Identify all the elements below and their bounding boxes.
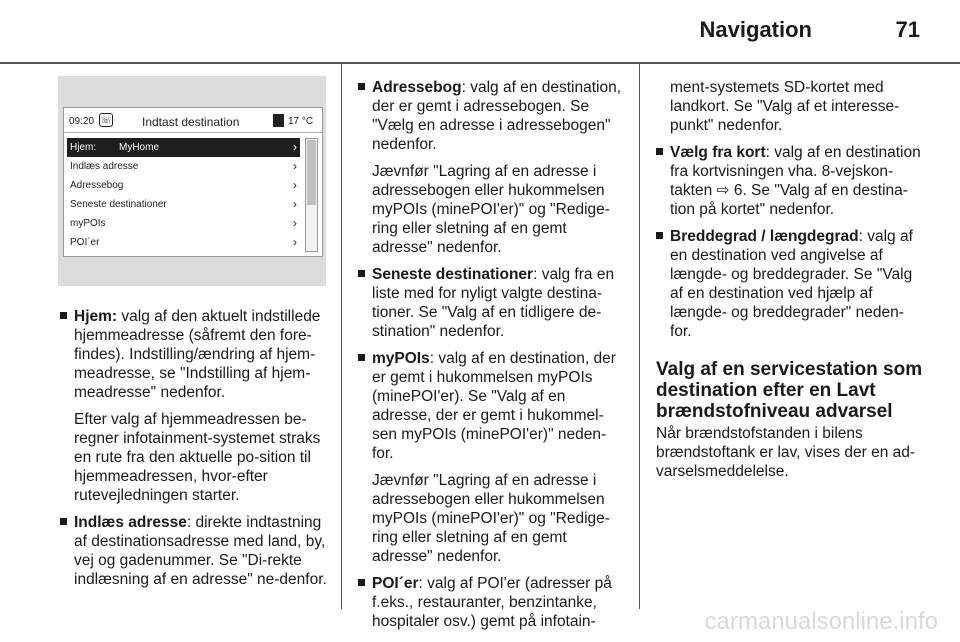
menu-row-address-book: Adressebog ›	[70, 178, 297, 192]
screen-scrollbar	[305, 138, 318, 252]
list-item: Breddegrad / længdegrad: valg af en destination ved angivelse af længde- og breddegrader. Se "Valg af en destination ved hjælp af længde- og breddegrader" neden-for.	[656, 227, 924, 341]
page-number: 71	[895, 17, 920, 42]
bullet-icon	[656, 232, 663, 239]
bullet-icon	[656, 148, 663, 155]
column-divider-1	[341, 64, 342, 609]
chevron-right-icon: ›	[293, 216, 297, 230]
column-divider-2	[639, 64, 640, 609]
menu-row-mypois: myPOIs ›	[70, 216, 297, 230]
menu-row-recent-destinations: Seneste destinationer ›	[70, 197, 297, 211]
chevron-right-icon: ›	[293, 178, 297, 192]
section-heading: Valg af en servicestation som destination efter en Lavt brændstofniveau advarsel	[656, 359, 923, 422]
menu-row-home: Hjem: MyHome ›	[67, 138, 300, 157]
menu-row-enter-address: Indlæs adresse ›	[70, 159, 297, 173]
list-item: Vælg fra kort: valg af en destination fra kortvisningen vha. 8-vejskon-takten ⇨ 6. Se "Valg af en destina-tion på kortet" nedenfor.	[656, 143, 924, 219]
continued-text: ment-systemets SD-kortet med landkort. Se "Valg af et interesse-punkt" nedenfor.	[670, 79, 900, 134]
screen-status-bar	[64, 108, 322, 133]
bullet-icon	[358, 354, 365, 361]
bullet-icon	[358, 270, 365, 277]
column-2	[358, 78, 626, 639]
bullet-icon	[358, 83, 365, 90]
menu-row-pois: POI´er ›	[70, 235, 297, 249]
list-item: myPOIs: valg af en destination, der er gemt i hukommelsen myPOIs (minePOI'er). Se "Valg af en adresse, der er gemt i hukommel-sen myPOIs (minePOI'er)" neden-for. Jævnfør "Lagring af en adresse i adressebogen eller hukommelsen myPOIs (minePOI'er)" og "Redige-ring eller sletning af en gemt adresse" nedenfor.	[358, 349, 626, 566]
bullet-icon	[60, 518, 67, 525]
chevron-right-icon: ›	[293, 197, 297, 211]
screen-title: Indtast destination	[142, 115, 240, 129]
section-paragraph: Når brændstofstanden i bilens brændstoftank er lav, vises der en ad-varselsmeddelelse.	[656, 425, 916, 480]
phone-icon: ☏	[100, 115, 112, 125]
screen-time: 09:20	[69, 116, 95, 127]
chevron-right-icon: ›	[293, 235, 297, 249]
column-1	[60, 307, 328, 597]
screen-temperature: 17 °C	[288, 116, 314, 127]
list-item: Seneste destinationer: valg fra en liste med for nyligt valgte destina-tioner. Se "Valg af en tidligere de-stination" nedenfor.	[358, 265, 626, 341]
scrollbar-thumb	[307, 140, 316, 205]
page-header-title: Navigation	[699, 17, 812, 42]
infotainment-screen	[63, 107, 323, 257]
bullet-icon	[60, 312, 67, 319]
thermometer-icon	[273, 114, 284, 127]
watermark: carmanualsonline.info	[704, 608, 938, 635]
bullet-icon	[358, 579, 365, 586]
column-3	[656, 78, 924, 481]
list-item: Adressebog: valg af en destination, der er gemt i adressebogen. Se "Vælg en adresse i adressebogen" nedenfor. Jævnfør "Lagring af en adresse i adressebogen eller hukommelsen myPOIs (minePOI'er)" og "Redige-ring eller sletning af en gemt adresse" nedenfor.	[358, 78, 626, 257]
list-item: Hjem: valg af den aktuelt indstillede hjemmeadresse (såfremt den fore-findes). Indstilling/ændring af hjem-meadresse, se "Indstilling af hjem-meadresse" nedenfor. Efter valg af hjemmeadressen be-regner infotainment-systemet straks en rute fra den aktuelle po-sition til hjemmeadressen, hvor-efter rutevejledningen starter.	[60, 307, 328, 505]
header-divider	[0, 62, 960, 64]
list-item: POI´er: valg af POI'er (adresser på f.eks., restauranter, benzintanke, hospitaler osv.) gemt på infotain-	[358, 574, 626, 631]
list-item: Indlæs adresse: direkte indtastning af destinationsadresse med land, by, vej og gadenummer. Se "Di-rekte indlæsning af en adresse" ne-denfor.	[60, 513, 328, 589]
chevron-right-icon: ›	[293, 140, 297, 154]
chevron-right-icon: ›	[293, 159, 297, 173]
